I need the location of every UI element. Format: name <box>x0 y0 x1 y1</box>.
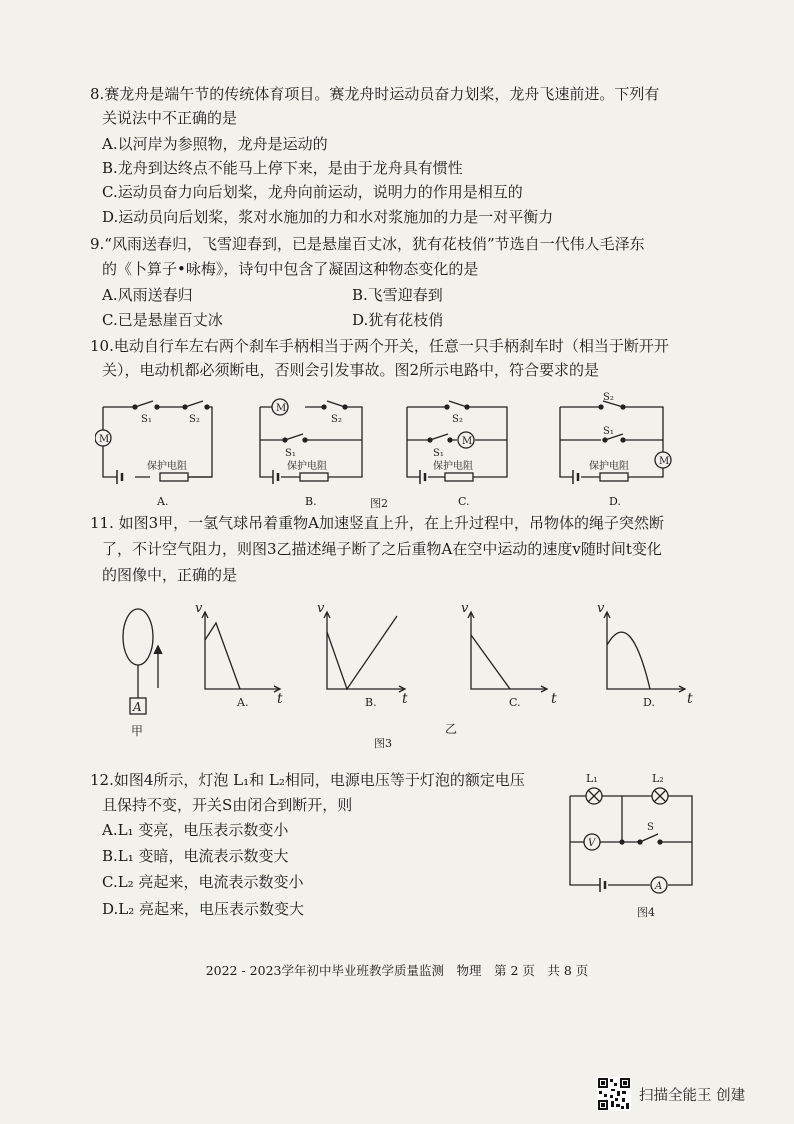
q12-option-c: C.L₂ 亮起来，电流表示数变小 <box>102 873 304 891</box>
fig2-label-b: B. <box>305 495 317 508</box>
q9-option-a: A.风雨送春归 <box>102 286 193 304</box>
d-s2: S₂ <box>603 392 614 403</box>
graph-a-v: v <box>195 601 203 616</box>
q8-option-a: A.以河岸为参照物，龙舟是运动的 <box>102 135 328 153</box>
graph-a-t: t <box>277 691 283 707</box>
q8-stem-line1: 8.赛龙舟是端午节的传统体育项目。赛龙舟时运动员奋力划桨，龙舟飞速前进。下列有 <box>90 85 660 103</box>
q9-option-c: C.已是悬崖百丈冰 <box>102 311 223 329</box>
figure-2-svg <box>95 392 695 512</box>
voltmeter-label: V <box>588 838 596 849</box>
q12-stem-line2: 且保持不变，开关S由闭合到断开，则 <box>102 796 353 814</box>
fig3-caption: 图3 <box>374 737 392 750</box>
fig2-label-a: A. <box>157 495 169 508</box>
graph-d-axes <box>607 612 685 689</box>
graph-a-label: A. <box>237 696 249 709</box>
b-resistor-label: 保护电阻 <box>287 461 327 472</box>
lamp-l2-icon <box>652 788 668 804</box>
q9-option-b: B.飞雪迎春到 <box>352 286 443 304</box>
d-s1: S₁ <box>603 426 614 437</box>
figure-4-svg <box>560 770 710 920</box>
fig2-caption: 图2 <box>370 497 388 510</box>
graph-c-t: t <box>551 691 557 707</box>
graph-c-label: C. <box>509 696 521 709</box>
fig2-label-c: C. <box>458 495 470 508</box>
fig2-label-d: D. <box>609 495 621 508</box>
motor-c-label: M <box>462 436 473 447</box>
q10-stem-line2: 关），电动机都必须断电，否则会引发事故。图2所示电路中，符合要求的是 <box>102 361 600 379</box>
graph-d-v: v <box>597 601 605 616</box>
q8-option-d: D.运动员向后划桨，浆对水施加的力和水对浆施加的力是一对平衡力 <box>102 208 554 226</box>
graph-b-t: t <box>402 691 408 707</box>
watermark-text: 扫描全能王 创建 <box>639 1087 746 1104</box>
figure-4-circuit <box>560 770 710 920</box>
fig4-caption: 图4 <box>637 906 655 919</box>
graph-b-label: B. <box>365 696 377 709</box>
ammeter-label: A <box>655 881 663 892</box>
graph-d-t: t <box>687 691 693 707</box>
graph-c-curve <box>471 635 510 689</box>
qr-code-icon <box>597 1077 631 1111</box>
q12-option-a: A.L₁ 变亮，电压表示数变小 <box>102 821 289 839</box>
q12-option-d: D.L₂ 亮起来，电压表示数变大 <box>102 900 305 918</box>
q12-stem-line1: 12.如图4所示，灯泡 L₁和 L₂相同，电源电压等于灯泡的额定电压 <box>90 771 525 789</box>
l1-label: L₁ <box>586 772 598 785</box>
graph-d-label: D. <box>643 696 655 709</box>
q8-stem-line2: 关说法中不正确的是 <box>102 109 238 127</box>
d-resistor-label: 保护电阻 <box>589 461 629 472</box>
q8-option-b: B.龙舟到达终点不能马上停下来，是由于龙舟具有惯性 <box>102 159 463 177</box>
q8-option-c: C.运动员奋力向后划桨，龙舟向前运动，说明力的作用是相互的 <box>102 183 523 201</box>
q9-stem-line2: 的《卜算子•咏梅》，诗句中包含了凝固这种物态变化的是 <box>102 260 479 278</box>
figure-2-circuits <box>95 392 695 512</box>
figure-3 <box>115 600 715 745</box>
motor-b-label: M <box>276 403 287 414</box>
q12-option-b: B.L₁ 变暗，电流表示数变大 <box>102 847 289 865</box>
c-s1: S₁ <box>433 448 444 459</box>
scanner-watermark <box>597 1076 787 1112</box>
motor-a-label: M <box>99 434 110 445</box>
a-resistor-label: 保护电阻 <box>147 461 187 472</box>
graph-b-axes <box>327 612 405 689</box>
b-s1: S₁ <box>285 448 296 459</box>
q9-stem-line1: 9.“风雨送春归，飞雪迎春到，已是悬崖百丈冰，犹有花枝俏”节选自一代伟人毛泽东 <box>90 235 645 253</box>
lamp-l1-icon <box>586 788 602 804</box>
graph-d-curve <box>607 632 650 689</box>
graph-b-v: v <box>317 601 325 616</box>
weight-a-label: A <box>133 700 142 714</box>
page-footer: 2022 - 2023学年初中毕业班教学质量监测 物理 第 2 页 共 8 页 <box>205 963 589 978</box>
q11-stem-line2: 了，不计空气阻力，则图3乙描述绳子断了之后重物A在空中运动的速度v随时间t变化 <box>102 540 662 558</box>
c-resistor-label: 保护电阻 <box>433 461 473 472</box>
yi-label: 乙 <box>445 722 458 736</box>
q11-stem-line3: 的图像中，正确的是 <box>102 566 238 584</box>
graph-c-v: v <box>461 601 469 616</box>
b-s2: S₂ <box>331 414 342 425</box>
q11-stem-line1: 11. 如图3甲，一氢气球吊着重物A加速竖直上升，在上升过程中，吊物体的绳子突然断 <box>90 514 665 532</box>
l2-label: L₂ <box>652 772 664 785</box>
switch-label: S <box>647 822 654 833</box>
motor-d-label: M <box>659 456 670 467</box>
q10-stem-line1: 10.电动自行车左右两个刹车手柄相当于两个开关，任意一只手柄刹车时（相当于断开开 <box>90 337 669 355</box>
q9-option-d: D.犹有花枝俏 <box>352 311 444 329</box>
jia-label: 甲 <box>131 724 144 738</box>
balloon-icon <box>123 609 153 665</box>
c-s2: S₂ <box>452 414 463 425</box>
a-s1: S₁ <box>141 414 152 425</box>
a-s2: S₂ <box>189 414 200 425</box>
graph-a-curve <box>205 623 240 689</box>
figure-3-svg <box>115 600 715 745</box>
graph-b-curve <box>327 616 397 689</box>
